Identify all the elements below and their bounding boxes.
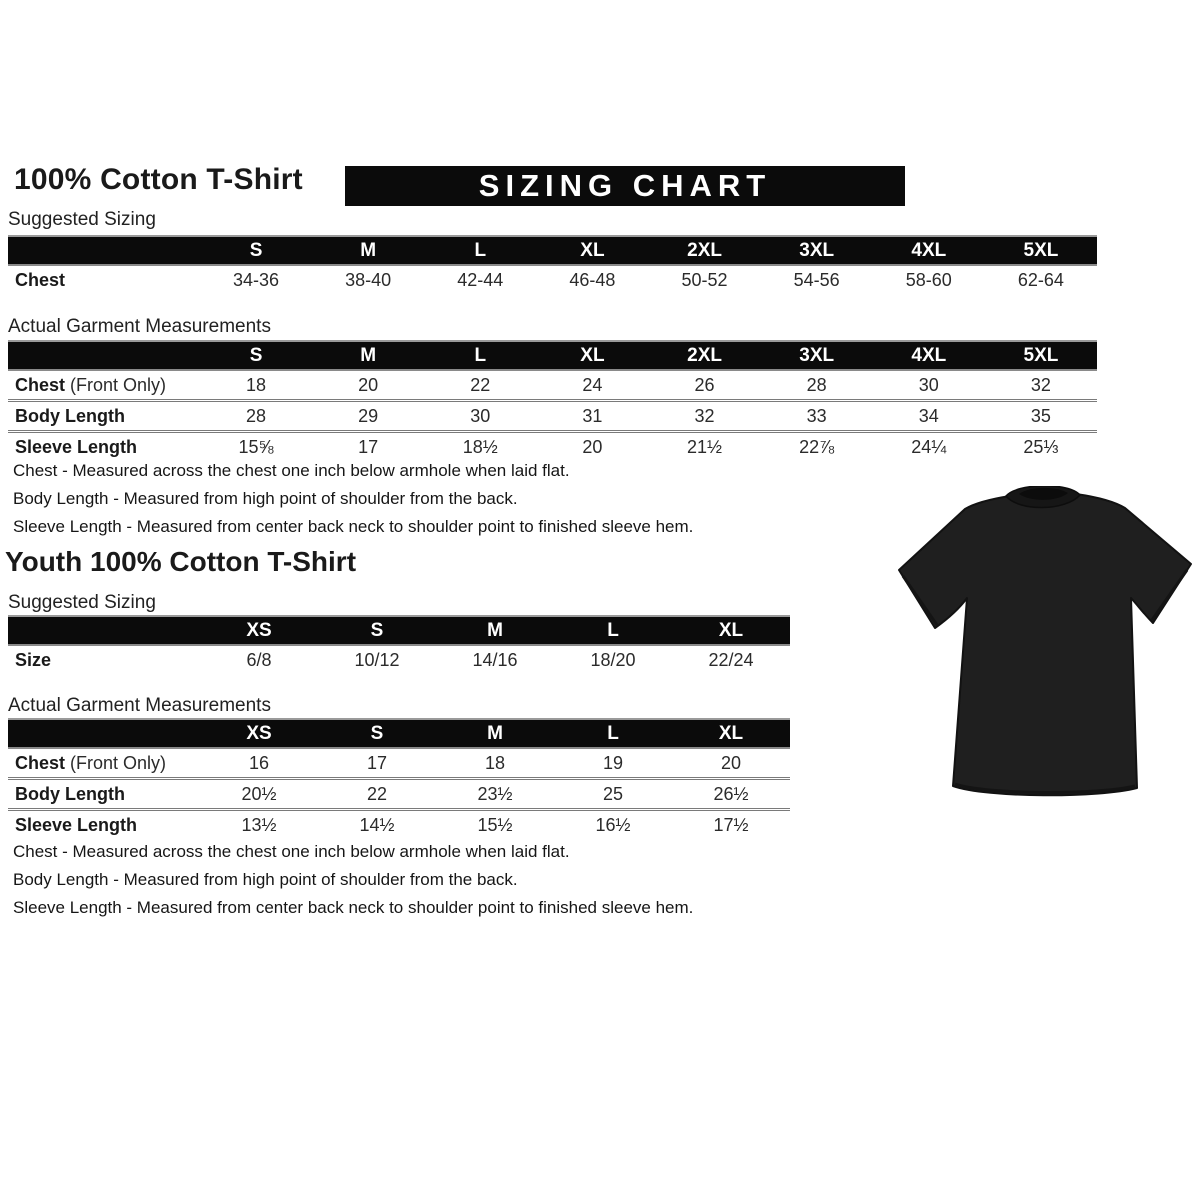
adult-chest-note: Chest - Measured across the chest one inch below armhole when laid flat. — [13, 461, 570, 480]
size-column-header: 5XL — [985, 341, 1097, 370]
size-column-header: S — [318, 719, 436, 748]
measurement-value-cell: 31 — [536, 401, 648, 432]
adult-body-length-note: Body Length - Measured from high point of shoulder from the back. — [13, 489, 518, 508]
measurement-value-cell: 25⅓ — [985, 432, 1097, 462]
size-column-header: 4XL — [873, 236, 985, 265]
measurement-value-cell: 26½ — [672, 779, 790, 810]
size-column-header: L — [554, 616, 672, 645]
measurement-value-cell: 17 — [366, 752, 388, 773]
measurement-value-cell: 29 — [312, 401, 424, 432]
measurement-row — [8, 432, 1097, 462]
measurement-value-cell: 17 — [312, 432, 424, 462]
measurement-row-label: Body Length — [8, 779, 200, 810]
measurement-row-label: Size — [15, 649, 52, 670]
measurement-value-cell: 33 — [761, 401, 873, 432]
sizing-chart-banner — [345, 166, 905, 206]
measurement-value-cell: 32 — [1030, 374, 1051, 395]
header-spacer-cell — [8, 236, 200, 265]
youth-actual-measurements-table — [8, 718, 790, 839]
measurement-value-cell: 6/8 — [246, 649, 272, 670]
measurement-row — [8, 401, 1097, 432]
measurement-row-label: Chest — [15, 269, 66, 290]
measurement-value-cell: 16½ — [554, 810, 672, 840]
size-column-header: L — [424, 236, 536, 265]
measurement-value-cell: 14½ — [318, 810, 436, 840]
measurement-value-cell: 18 — [484, 752, 506, 773]
measurement-row — [8, 810, 790, 840]
youth-actual-measurements-label: Actual Garment Measurements — [8, 695, 271, 716]
measurement-value-cell: 50-52 — [681, 269, 728, 290]
black-tshirt-image — [895, 486, 1195, 808]
sizing-chart-banner-text: SIZING CHART — [478, 168, 772, 203]
measurement-row-label: Chest (Front Only) — [15, 752, 167, 773]
measurement-value-cell: 32 — [649, 401, 761, 432]
adult-actual-measurements-label: Actual Garment Measurements — [8, 316, 271, 337]
size-column-header: XS — [200, 616, 318, 645]
adult-sleeve-length-note: Sleeve Length - Measured from center back neck to shoulder point to finished sleeve hem. — [13, 517, 694, 536]
size-column-header: XL — [672, 719, 790, 748]
size-column-header: 4XL — [873, 341, 985, 370]
adult-suggested-sizing-label: Suggested Sizing — [8, 209, 156, 230]
size-column-header: L — [554, 719, 672, 748]
measurement-value-cell: 30 — [918, 374, 939, 395]
measurement-value-cell: 18 — [246, 374, 267, 395]
measurement-value-cell: 18/20 — [590, 649, 636, 670]
size-column-header: M — [312, 341, 424, 370]
measurement-row-label: Sleeve Length — [8, 432, 200, 462]
measurement-value-cell: 34 — [873, 401, 985, 432]
size-column-header: S — [200, 341, 312, 370]
measurement-value-cell: 22 — [470, 374, 491, 395]
adult-actual-measurements-table — [8, 340, 1097, 461]
header-spacer-cell — [8, 616, 200, 645]
size-column-header: 3XL — [761, 236, 873, 265]
measurement-row — [8, 265, 1097, 294]
measurement-row-label: Body Length — [8, 401, 200, 432]
size-column-header: 3XL — [761, 341, 873, 370]
measurement-row — [8, 645, 790, 674]
measurement-value-cell: 22⅞ — [761, 432, 873, 462]
header-spacer-cell — [8, 719, 200, 748]
measurement-value-cell: 28 — [806, 374, 827, 395]
size-column-header: S — [200, 236, 312, 265]
measurement-value-cell: 18½ — [424, 432, 536, 462]
measurement-value-cell: 20 — [358, 374, 379, 395]
measurement-value-cell: 14/16 — [472, 649, 518, 670]
measurement-value-cell: 42-44 — [457, 269, 504, 290]
measurement-value-cell: 17½ — [672, 810, 790, 840]
measurement-value-cell: 23½ — [436, 779, 554, 810]
measurement-value-cell: 34-36 — [233, 269, 280, 290]
size-header-row — [8, 236, 1097, 265]
youth-body-length-note: Body Length - Measured from high point of shoulder from the back. — [13, 870, 518, 889]
size-column-header: M — [436, 616, 554, 645]
measurement-value-cell: 13½ — [200, 810, 318, 840]
size-column-header: M — [436, 719, 554, 748]
youth-sleeve-length-note: Sleeve Length - Measured from center back neck to shoulder point to finished sleeve hem. — [13, 898, 694, 917]
size-column-header: XL — [672, 616, 790, 645]
size-column-header: L — [424, 341, 536, 370]
youth-section-title: Youth 100% Cotton T-Shirt — [5, 546, 357, 577]
measurement-value-cell: 22 — [318, 779, 436, 810]
measurement-value-cell: 46-48 — [569, 269, 616, 290]
measurement-value-cell: 21½ — [649, 432, 761, 462]
youth-suggested-sizing-table — [8, 615, 790, 674]
adult-suggested-sizing-table — [8, 235, 1097, 294]
tshirt-body-shape — [899, 494, 1191, 795]
measurement-value-cell: 24¼ — [873, 432, 985, 462]
size-header-row — [8, 616, 790, 645]
size-column-header: S — [318, 616, 436, 645]
measurement-value-cell: 35 — [985, 401, 1097, 432]
measurement-row — [8, 370, 1097, 401]
measurement-value-cell: 54-56 — [793, 269, 840, 290]
measurement-value-cell: 20½ — [200, 779, 318, 810]
measurement-value-cell: 30 — [424, 401, 536, 432]
size-column-header: XS — [200, 719, 318, 748]
measurement-value-cell: 58-60 — [905, 269, 952, 290]
size-column-header: XL — [536, 341, 648, 370]
header-spacer-cell — [8, 341, 200, 370]
measurement-row-label: Sleeve Length — [8, 810, 200, 840]
measurement-row-label: Chest (Front Only) — [15, 374, 167, 395]
measurement-value-cell: 28 — [200, 401, 312, 432]
measurement-value-cell: 26 — [694, 374, 715, 395]
size-column-header: 2XL — [649, 236, 761, 265]
measurement-value-cell: 22/24 — [708, 649, 754, 670]
measurement-value-cell: 15½ — [436, 810, 554, 840]
measurement-value-cell: 25 — [554, 779, 672, 810]
size-column-header: XL — [536, 236, 648, 265]
measurement-value-cell: 19 — [602, 752, 624, 773]
measurement-value-cell: 24 — [582, 374, 603, 395]
youth-suggested-sizing-label: Suggested Sizing — [8, 592, 156, 613]
size-column-header: 2XL — [649, 341, 761, 370]
size-header-row — [8, 341, 1097, 370]
measurement-value-cell: 16 — [248, 752, 270, 773]
measurement-value-cell: 20 — [720, 752, 742, 773]
size-header-row — [8, 719, 790, 748]
page-title: 100% Cotton T-Shirt — [14, 163, 303, 196]
youth-chest-note: Chest - Measured across the chest one inch below armhole when laid flat. — [13, 842, 570, 861]
size-column-header: 5XL — [985, 236, 1097, 265]
measurement-value-cell: 20 — [536, 432, 648, 462]
measurement-value-cell: 38-40 — [345, 269, 392, 290]
measurement-row — [8, 779, 790, 810]
measurement-value-cell: 10/12 — [354, 649, 400, 670]
measurement-value-cell: 62-64 — [1017, 269, 1064, 290]
size-column-header: M — [312, 236, 424, 265]
measurement-value-cell: 15⅝ — [200, 432, 312, 462]
measurement-row — [8, 748, 790, 779]
